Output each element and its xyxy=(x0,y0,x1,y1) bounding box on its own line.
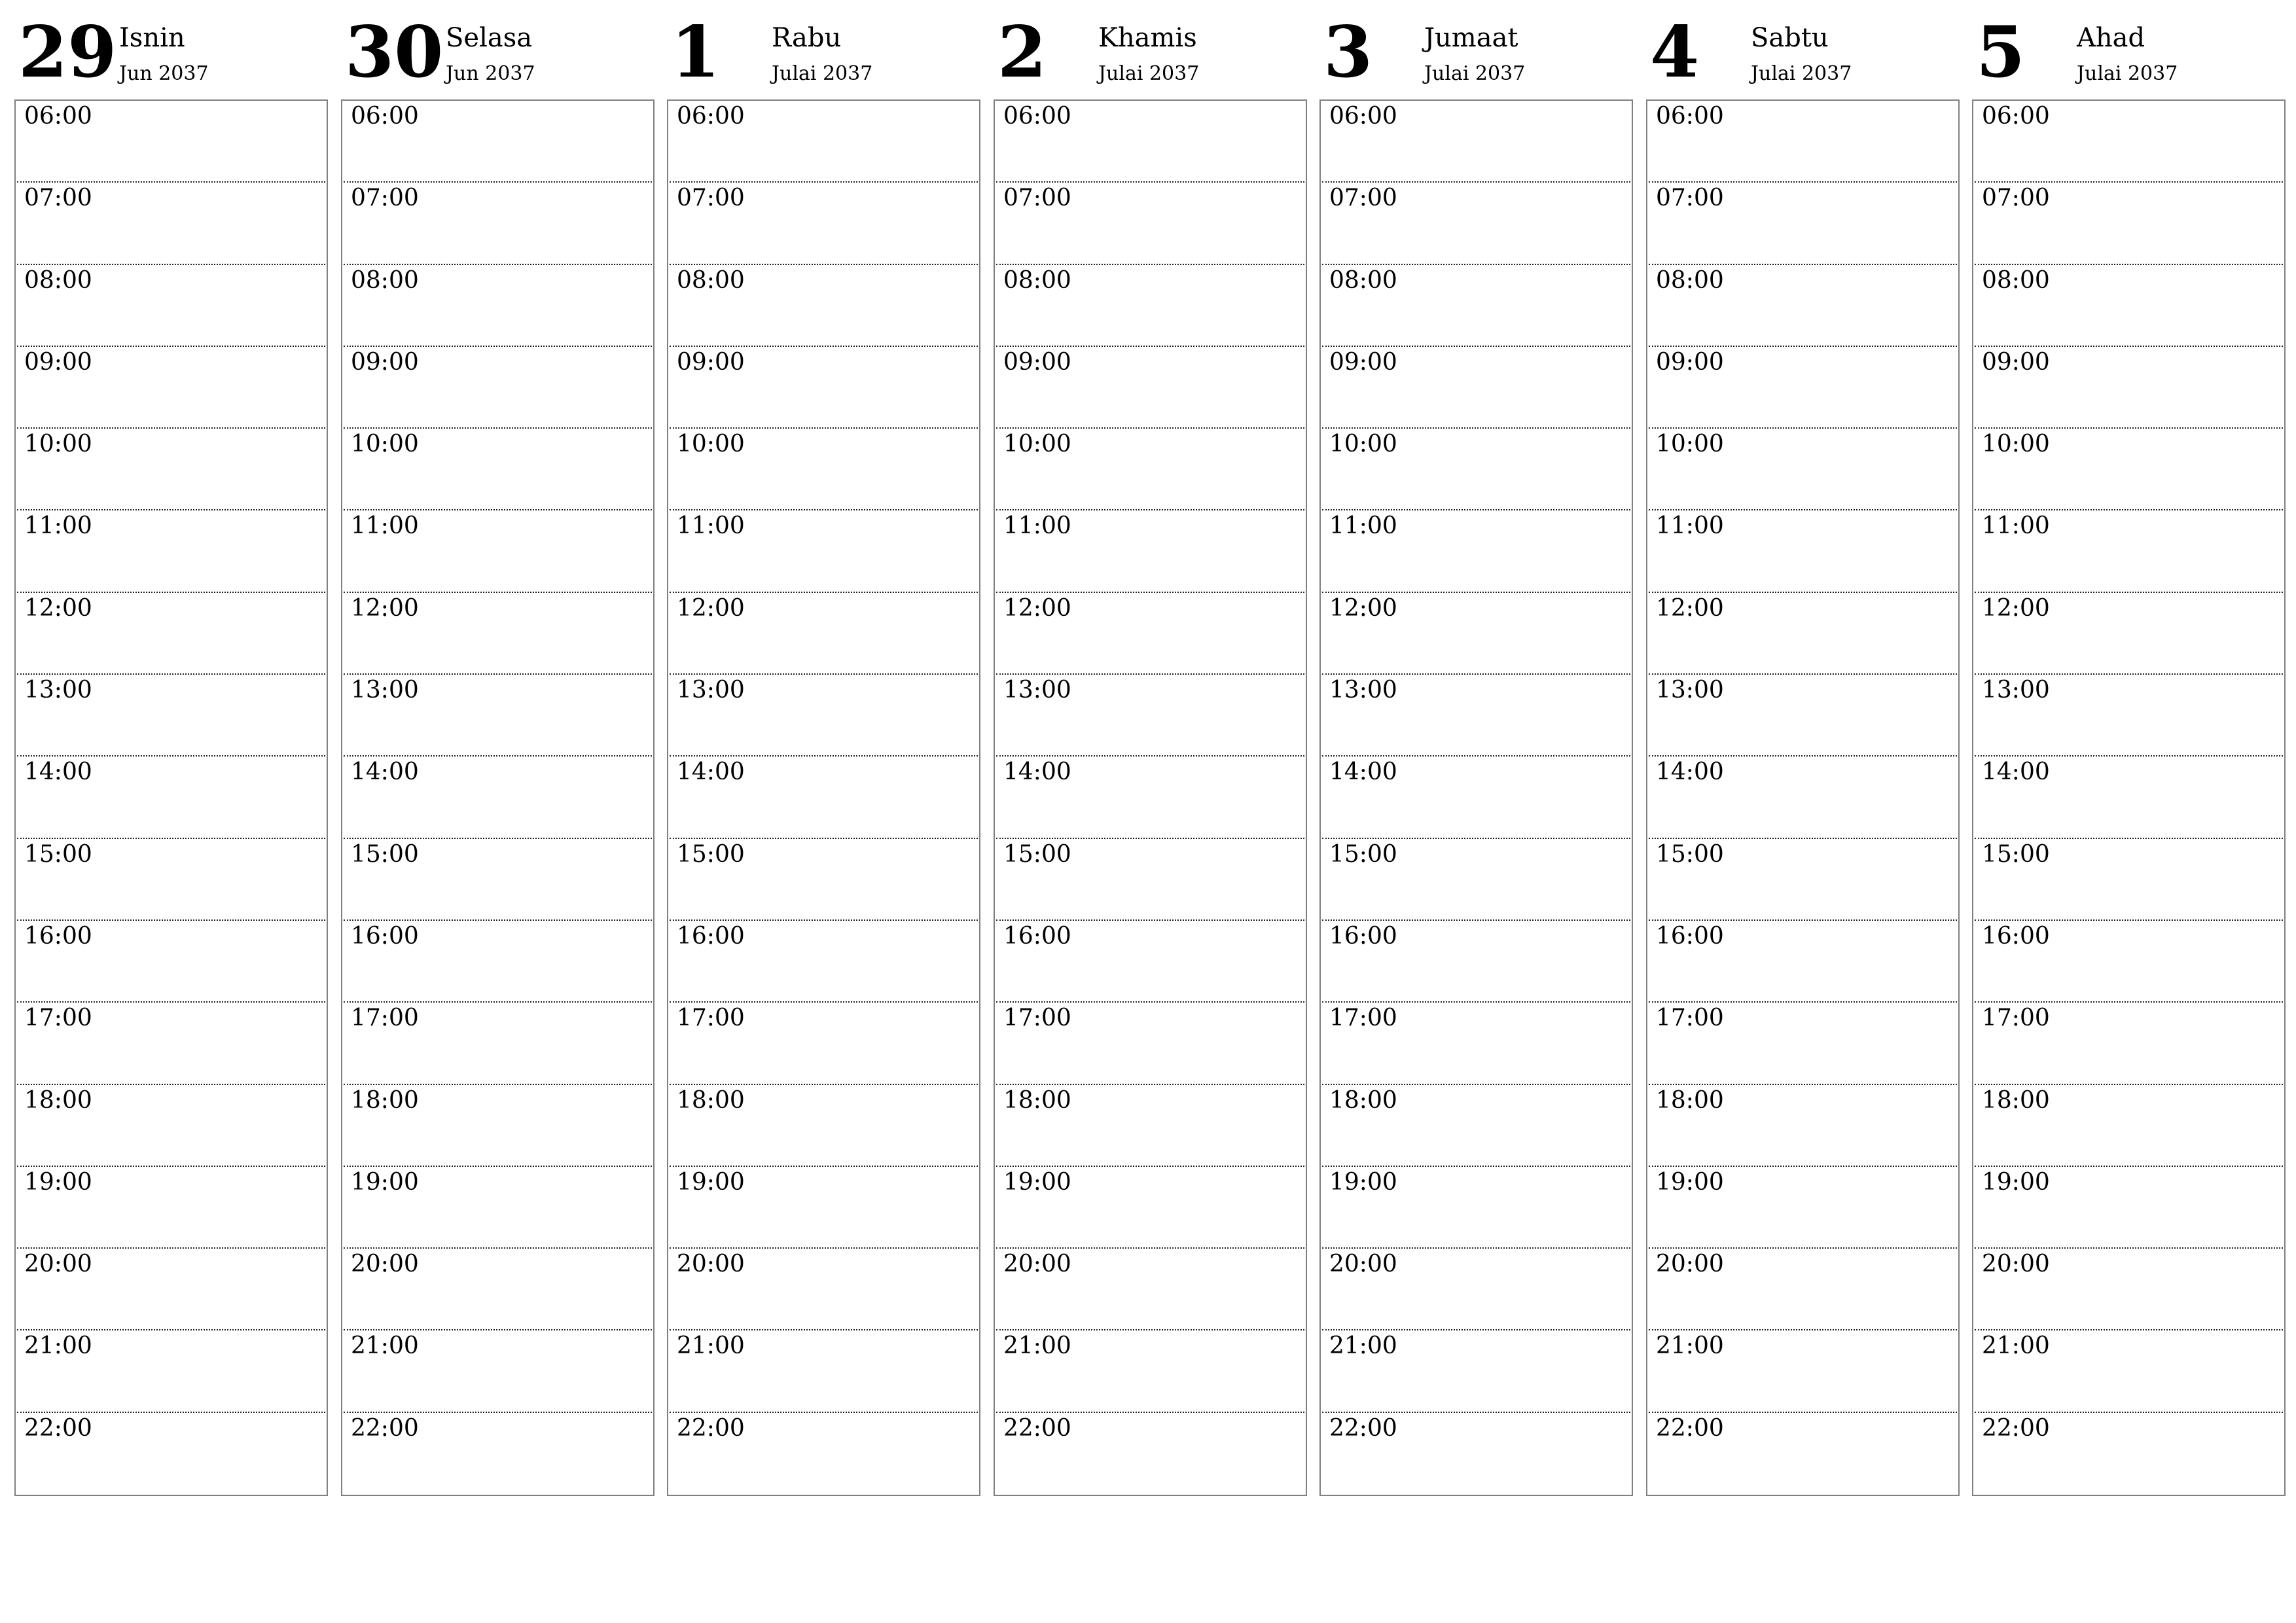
time-label: 16:00 xyxy=(1656,922,1724,950)
time-slot[interactable] xyxy=(1649,183,1957,264)
time-label: 07:00 xyxy=(677,185,745,212)
time-label: 19:00 xyxy=(351,1168,419,1196)
time-label: 08:00 xyxy=(1656,266,1724,294)
day-column xyxy=(1646,0,1960,1442)
time-label: 12:00 xyxy=(1003,594,1071,622)
month-label: Julai 2037 xyxy=(1098,62,1200,85)
time-label: 16:00 xyxy=(677,922,745,950)
time-slot[interactable] xyxy=(996,675,1304,757)
time-slot[interactable] xyxy=(344,101,652,183)
time-label: 22:00 xyxy=(677,1414,745,1442)
time-label: 20:00 xyxy=(351,1251,419,1278)
day-number: 30 xyxy=(345,11,444,94)
time-label: 15:00 xyxy=(24,840,92,868)
time-label: 13:00 xyxy=(351,677,419,704)
day-column xyxy=(994,0,1307,1442)
time-slot[interactable] xyxy=(1975,265,2283,347)
day-header xyxy=(1319,0,1633,99)
day-number: 29 xyxy=(18,11,117,94)
schedule-box xyxy=(1972,99,2286,1496)
time-label: 06:00 xyxy=(677,103,745,130)
time-label: 12:00 xyxy=(1982,594,2050,622)
time-slot[interactable] xyxy=(17,757,325,838)
time-label: 13:00 xyxy=(1982,677,2050,704)
time-label: 15:00 xyxy=(1329,840,1397,868)
time-label: 11:00 xyxy=(1982,512,2050,540)
time-slot[interactable] xyxy=(1975,429,2283,510)
time-label: 09:00 xyxy=(1003,348,1071,376)
time-label: 13:00 xyxy=(24,677,92,704)
time-label: 14:00 xyxy=(24,758,92,786)
day-number: 1 xyxy=(671,11,721,94)
time-label: 13:00 xyxy=(1656,677,1724,704)
time-slot[interactable] xyxy=(670,510,978,592)
time-slot[interactable] xyxy=(1322,1330,1630,1412)
day-number: 3 xyxy=(1323,11,1373,94)
time-label: 19:00 xyxy=(1656,1168,1724,1196)
day-number: 4 xyxy=(1650,11,1700,94)
time-slot[interactable] xyxy=(17,1167,325,1249)
time-label: 10:00 xyxy=(351,431,419,458)
time-slot[interactable] xyxy=(1649,757,1957,838)
time-label: 12:00 xyxy=(677,594,745,622)
month-label: Julai 2037 xyxy=(2077,62,2178,85)
month-label: Jun 2037 xyxy=(446,62,535,85)
time-label: 21:00 xyxy=(1982,1332,2050,1360)
time-label: 21:00 xyxy=(1329,1332,1397,1360)
time-label: 09:00 xyxy=(1656,348,1724,376)
time-label: 15:00 xyxy=(1982,840,2050,868)
time-slot[interactable] xyxy=(670,347,978,429)
time-label: 19:00 xyxy=(677,1168,745,1196)
time-label: 07:00 xyxy=(24,185,92,212)
time-label: 18:00 xyxy=(24,1086,92,1114)
time-slot[interactable] xyxy=(996,1085,1304,1167)
time-slot[interactable] xyxy=(1649,1330,1957,1412)
time-label: 07:00 xyxy=(1982,185,2050,212)
time-label: 13:00 xyxy=(1329,677,1397,704)
time-label: 16:00 xyxy=(1329,922,1397,950)
time-label: 12:00 xyxy=(351,594,419,622)
time-label: 17:00 xyxy=(677,1005,745,1032)
time-slot[interactable] xyxy=(1649,347,1957,429)
time-label: 15:00 xyxy=(677,840,745,868)
time-label: 21:00 xyxy=(24,1332,92,1360)
day-name: Khamis xyxy=(1098,23,1197,53)
time-label: 09:00 xyxy=(1329,348,1397,376)
time-slot[interactable] xyxy=(996,1249,1304,1330)
time-label: 14:00 xyxy=(1982,758,2050,786)
time-slot[interactable] xyxy=(996,839,1304,921)
time-slot[interactable] xyxy=(344,593,652,675)
time-slot[interactable] xyxy=(1322,1167,1630,1249)
time-slot[interactable] xyxy=(670,757,978,838)
time-slot[interactable] xyxy=(1649,921,1957,1003)
time-label: 18:00 xyxy=(351,1086,419,1114)
time-slot[interactable] xyxy=(17,183,325,264)
time-label: 18:00 xyxy=(1656,1086,1724,1114)
month-label: Jun 2037 xyxy=(119,62,209,85)
time-label: 15:00 xyxy=(1656,840,1724,868)
time-label: 22:00 xyxy=(351,1414,419,1442)
time-slot[interactable] xyxy=(996,593,1304,675)
time-label: 13:00 xyxy=(677,677,745,704)
schedule-box xyxy=(1646,99,1960,1496)
time-label: 22:00 xyxy=(1003,1414,1071,1442)
time-slot[interactable] xyxy=(17,1413,325,1495)
time-slot[interactable] xyxy=(1649,1413,1957,1495)
time-slot[interactable] xyxy=(1649,510,1957,592)
time-label: 22:00 xyxy=(24,1414,92,1442)
time-slot[interactable] xyxy=(1322,921,1630,1003)
time-label: 10:00 xyxy=(1656,431,1724,458)
time-label: 08:00 xyxy=(677,266,745,294)
time-slot[interactable] xyxy=(1322,429,1630,510)
time-slot[interactable] xyxy=(1975,921,2283,1003)
time-label: 17:00 xyxy=(1982,1005,2050,1032)
day-name: Isnin xyxy=(119,23,185,53)
time-slot[interactable] xyxy=(670,1167,978,1249)
time-slot[interactable] xyxy=(1975,1330,2283,1412)
time-slot[interactable] xyxy=(670,921,978,1003)
time-slot[interactable] xyxy=(17,429,325,510)
day-header xyxy=(994,0,1307,99)
time-slot[interactable] xyxy=(996,757,1304,838)
time-slot[interactable] xyxy=(17,101,325,183)
time-slot[interactable] xyxy=(1649,839,1957,921)
time-slot[interactable] xyxy=(1322,675,1630,757)
time-slot[interactable] xyxy=(1649,675,1957,757)
time-slot[interactable] xyxy=(344,1003,652,1084)
time-slot[interactable] xyxy=(670,1249,978,1330)
time-slot[interactable] xyxy=(1322,757,1630,838)
time-slot[interactable] xyxy=(344,1085,652,1167)
time-label: 10:00 xyxy=(24,431,92,458)
time-slot[interactable] xyxy=(670,265,978,347)
time-slot[interactable] xyxy=(670,1003,978,1084)
day-column xyxy=(1319,0,1633,1442)
time-label: 11:00 xyxy=(1656,512,1724,540)
time-label: 12:00 xyxy=(24,594,92,622)
day-number: 2 xyxy=(997,11,1047,94)
time-label: 18:00 xyxy=(677,1086,745,1114)
time-slot[interactable] xyxy=(996,265,1304,347)
day-name: Sabtu xyxy=(1751,23,1829,53)
time-label: 12:00 xyxy=(1329,594,1397,622)
time-label: 20:00 xyxy=(1003,1251,1071,1278)
time-slot[interactable] xyxy=(670,1085,978,1167)
time-label: 17:00 xyxy=(1656,1005,1724,1032)
time-label: 20:00 xyxy=(1656,1251,1724,1278)
time-slot[interactable] xyxy=(344,265,652,347)
time-label: 19:00 xyxy=(1982,1168,2050,1196)
day-number: 5 xyxy=(1976,11,2026,94)
time-label: 10:00 xyxy=(1003,431,1071,458)
time-slot[interactable] xyxy=(996,510,1304,592)
time-label: 08:00 xyxy=(1982,266,2050,294)
time-label: 14:00 xyxy=(1329,758,1397,786)
time-slot[interactable] xyxy=(1649,1167,1957,1249)
time-slot[interactable] xyxy=(996,347,1304,429)
time-slot[interactable] xyxy=(670,101,978,183)
time-label: 21:00 xyxy=(1003,1332,1071,1360)
month-label: Julai 2037 xyxy=(1424,62,1526,85)
time-label: 07:00 xyxy=(1656,185,1724,212)
time-label: 11:00 xyxy=(351,512,419,540)
time-label: 20:00 xyxy=(1982,1251,2050,1278)
time-slot[interactable] xyxy=(1975,1249,2283,1330)
time-slot[interactable] xyxy=(344,1330,652,1412)
time-label: 22:00 xyxy=(1982,1414,2050,1442)
time-slot[interactable] xyxy=(1975,1167,2283,1249)
time-slot[interactable] xyxy=(17,1249,325,1330)
time-slot[interactable] xyxy=(1649,1003,1957,1084)
day-name: Ahad xyxy=(2077,23,2145,53)
time-label: 16:00 xyxy=(1003,922,1071,950)
time-label: 15:00 xyxy=(1003,840,1071,868)
time-label: 07:00 xyxy=(1329,185,1397,212)
time-slot[interactable] xyxy=(344,347,652,429)
time-slot[interactable] xyxy=(1975,839,2283,921)
time-label: 20:00 xyxy=(677,1251,745,1278)
time-label: 10:00 xyxy=(1982,431,2050,458)
time-label: 06:00 xyxy=(1329,103,1397,130)
time-label: 18:00 xyxy=(1982,1086,2050,1114)
time-label: 08:00 xyxy=(351,266,419,294)
time-label: 14:00 xyxy=(1656,758,1724,786)
time-label: 10:00 xyxy=(677,431,745,458)
time-label: 06:00 xyxy=(1656,103,1724,130)
time-label: 12:00 xyxy=(1656,594,1724,622)
time-label: 18:00 xyxy=(1329,1086,1397,1114)
time-slot[interactable] xyxy=(996,921,1304,1003)
time-label: 21:00 xyxy=(351,1332,419,1360)
day-name: Jumaat xyxy=(1424,23,1518,53)
time-slot[interactable] xyxy=(670,1330,978,1412)
time-slot[interactable] xyxy=(17,675,325,757)
time-slot[interactable] xyxy=(1322,839,1630,921)
time-slot[interactable] xyxy=(1975,510,2283,592)
time-slot[interactable] xyxy=(1975,675,2283,757)
day-header xyxy=(1646,0,1960,99)
time-label: 09:00 xyxy=(351,348,419,376)
time-label: 20:00 xyxy=(24,1251,92,1278)
time-slot[interactable] xyxy=(1322,593,1630,675)
time-slot[interactable] xyxy=(1975,101,2283,183)
time-label: 06:00 xyxy=(351,103,419,130)
day-column xyxy=(14,0,328,1442)
time-label: 22:00 xyxy=(1656,1414,1724,1442)
time-slot[interactable] xyxy=(1975,1003,2283,1084)
time-slot[interactable] xyxy=(1649,593,1957,675)
time-label: 16:00 xyxy=(351,922,419,950)
schedule-box xyxy=(1319,99,1633,1496)
time-slot[interactable] xyxy=(17,1330,325,1412)
time-slot[interactable] xyxy=(670,1413,978,1495)
day-column xyxy=(341,0,655,1442)
time-label: 19:00 xyxy=(24,1168,92,1196)
day-column xyxy=(667,0,980,1442)
time-label: 19:00 xyxy=(1329,1168,1397,1196)
time-label: 21:00 xyxy=(677,1332,745,1360)
time-label: 09:00 xyxy=(24,348,92,376)
time-slot[interactable] xyxy=(17,265,325,347)
time-slot[interactable] xyxy=(670,839,978,921)
time-slot[interactable] xyxy=(344,921,652,1003)
time-slot[interactable] xyxy=(1322,101,1630,183)
time-label: 09:00 xyxy=(677,348,745,376)
time-slot[interactable] xyxy=(1975,347,2283,429)
time-slot[interactable] xyxy=(670,183,978,264)
day-column xyxy=(1972,0,2286,1442)
time-slot[interactable] xyxy=(996,1167,1304,1249)
time-slot[interactable] xyxy=(344,1249,652,1330)
time-slot[interactable] xyxy=(996,1330,1304,1412)
time-label: 14:00 xyxy=(1003,758,1071,786)
time-slot[interactable] xyxy=(670,429,978,510)
time-slot[interactable] xyxy=(1975,757,2283,838)
time-label: 07:00 xyxy=(1003,185,1071,212)
time-slot[interactable] xyxy=(1649,1085,1957,1167)
time-slot[interactable] xyxy=(344,1413,652,1495)
time-slot[interactable] xyxy=(17,921,325,1003)
time-slot[interactable] xyxy=(996,101,1304,183)
time-slot[interactable] xyxy=(1322,1085,1630,1167)
time-slot[interactable] xyxy=(1975,1413,2283,1495)
time-slot[interactable] xyxy=(1322,510,1630,592)
time-slot[interactable] xyxy=(1322,1003,1630,1084)
time-slot[interactable] xyxy=(996,1413,1304,1495)
schedule-box xyxy=(341,99,655,1496)
time-label: 06:00 xyxy=(24,103,92,130)
time-label: 11:00 xyxy=(677,512,745,540)
time-label: 19:00 xyxy=(1003,1168,1071,1196)
day-header xyxy=(1972,0,2286,99)
time-slot[interactable] xyxy=(1649,101,1957,183)
time-slot[interactable] xyxy=(17,839,325,921)
time-label: 11:00 xyxy=(1003,512,1071,540)
time-label: 15:00 xyxy=(351,840,419,868)
time-slot[interactable] xyxy=(17,1003,325,1084)
time-label: 17:00 xyxy=(1003,1005,1071,1032)
time-label: 09:00 xyxy=(1982,348,2050,376)
day-header xyxy=(341,0,655,99)
time-label: 14:00 xyxy=(677,758,745,786)
time-slot[interactable] xyxy=(1975,593,2283,675)
day-header xyxy=(14,0,328,99)
month-label: Julai 2037 xyxy=(1751,62,1852,85)
time-label: 17:00 xyxy=(1329,1005,1397,1032)
day-header xyxy=(667,0,980,99)
time-slot[interactable] xyxy=(1975,1085,2283,1167)
time-slot[interactable] xyxy=(1649,1249,1957,1330)
schedule-box xyxy=(667,99,980,1496)
time-slot[interactable] xyxy=(344,839,652,921)
time-slot[interactable] xyxy=(1649,429,1957,510)
time-slot[interactable] xyxy=(996,183,1304,264)
time-label: 16:00 xyxy=(1982,922,2050,950)
time-slot[interactable] xyxy=(344,183,652,264)
time-slot[interactable] xyxy=(670,593,978,675)
time-slot[interactable] xyxy=(1975,183,2283,264)
time-label: 06:00 xyxy=(1003,103,1071,130)
time-label: 08:00 xyxy=(1003,266,1071,294)
time-slot[interactable] xyxy=(996,1003,1304,1084)
time-slot[interactable] xyxy=(1322,1413,1630,1495)
time-label: 11:00 xyxy=(24,512,92,540)
time-slot[interactable] xyxy=(1322,1249,1630,1330)
time-label: 11:00 xyxy=(1329,512,1397,540)
time-label: 08:00 xyxy=(1329,266,1397,294)
time-label: 17:00 xyxy=(24,1005,92,1032)
time-slot[interactable] xyxy=(17,510,325,592)
time-slot[interactable] xyxy=(1649,265,1957,347)
time-label: 20:00 xyxy=(1329,1251,1397,1278)
time-label: 13:00 xyxy=(1003,677,1071,704)
time-label: 07:00 xyxy=(351,185,419,212)
time-slot[interactable] xyxy=(996,429,1304,510)
schedule-box xyxy=(994,99,1307,1496)
time-label: 16:00 xyxy=(24,922,92,950)
time-label: 18:00 xyxy=(1003,1086,1071,1114)
time-label: 21:00 xyxy=(1656,1332,1724,1360)
schedule-box xyxy=(14,99,328,1496)
time-slot[interactable] xyxy=(1322,265,1630,347)
time-label: 08:00 xyxy=(24,266,92,294)
day-name: Selasa xyxy=(446,23,533,53)
time-slot[interactable] xyxy=(17,593,325,675)
time-slot[interactable] xyxy=(344,510,652,592)
time-slot[interactable] xyxy=(344,757,652,838)
time-slot[interactable] xyxy=(1322,347,1630,429)
time-label: 06:00 xyxy=(1982,103,2050,130)
time-slot[interactable] xyxy=(670,675,978,757)
time-slot[interactable] xyxy=(344,429,652,510)
time-slot[interactable] xyxy=(17,347,325,429)
time-slot[interactable] xyxy=(344,675,652,757)
day-name: Rabu xyxy=(772,23,842,53)
time-label: 22:00 xyxy=(1329,1414,1397,1442)
time-label: 17:00 xyxy=(351,1005,419,1032)
month-label: Julai 2037 xyxy=(772,62,873,85)
time-slot[interactable] xyxy=(1322,183,1630,264)
time-slot[interactable] xyxy=(344,1167,652,1249)
time-label: 14:00 xyxy=(351,758,419,786)
time-label: 10:00 xyxy=(1329,431,1397,458)
time-slot[interactable] xyxy=(17,1085,325,1167)
